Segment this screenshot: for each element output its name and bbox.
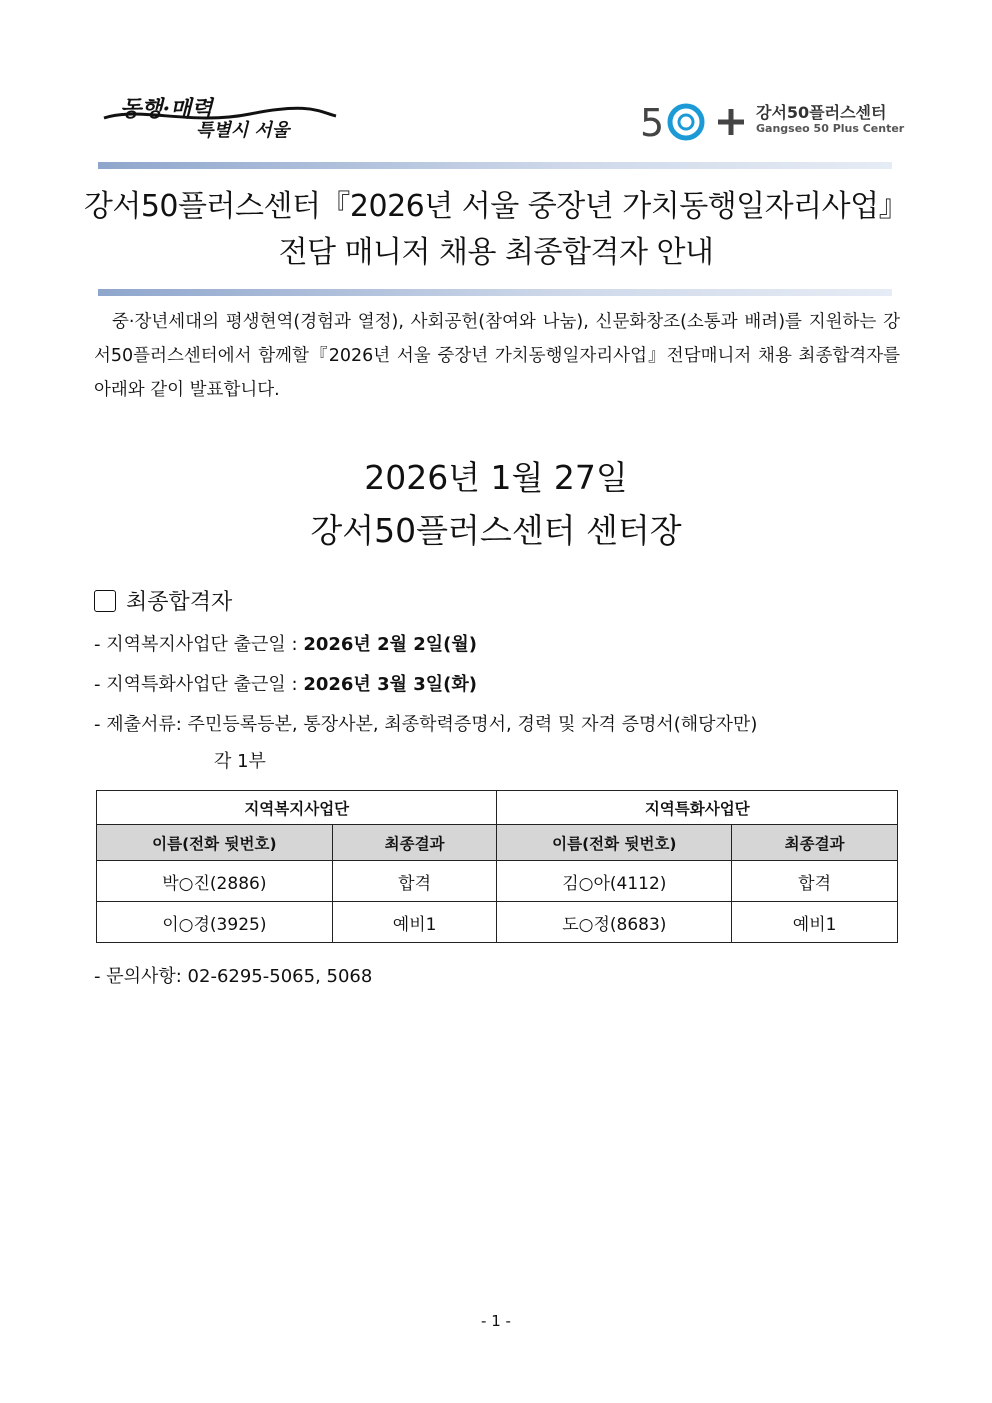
logo-korean-name: 강서50플러스센터 [756, 103, 887, 122]
table-header-row [97, 825, 898, 861]
title-top-rule [98, 162, 892, 169]
special-start-label: - 지역특화사업단 출근일 : [94, 674, 304, 695]
table-cell: 김○아(4112) [497, 861, 732, 902]
checkbox-icon [94, 590, 116, 612]
welfare-start-date-line [94, 630, 477, 656]
seoul-slogan-logo [100, 92, 340, 142]
page-title-line2: 전담 매니저 채용 최종합격자 안내 [278, 235, 714, 270]
result-table [96, 790, 898, 943]
title-bottom-rule [98, 289, 892, 296]
svg-text:동행·매력: 동행·매력 [120, 96, 213, 122]
announcement-date: 2026년 1월 27일 [364, 458, 628, 497]
svg-text:특별시 서울: 특별시 서울 [196, 120, 290, 141]
special-start-date-line [94, 670, 477, 696]
table-cell: 박○진(2886) [97, 861, 333, 902]
col-header-name: 이름(전화 뒷번호) [97, 825, 333, 861]
group-welfare: 지역복지사업단 [97, 791, 497, 825]
logo-english-name: Gangseo 50 Plus Center [756, 122, 905, 135]
table-cell: 합격 [332, 861, 497, 902]
special-start-value: 2026년 3월 3일(화) [303, 674, 478, 695]
table-cell: 이○경(3925) [97, 902, 333, 943]
svg-text:5: 5 [640, 101, 665, 144]
table-row [97, 902, 898, 943]
announcement-signer: 강서50플러스센터 센터장 [310, 511, 682, 550]
welfare-start-label: - 지역복지사업단 출근일 : [94, 634, 304, 655]
table-cell: 합격 [732, 861, 898, 902]
welfare-start-value: 2026년 2월 2일(월) [303, 634, 478, 655]
page-number: - 1 - [481, 1312, 511, 1330]
documents-line-cont: 각 1부 [214, 751, 266, 772]
table-row [97, 861, 898, 902]
documents-line: - 제출서류: 주민등록등본, 통장사본, 최종학력증명서, 경력 및 자격 증명서(해당자만) [94, 714, 758, 735]
table-cell: 도○정(8683) [497, 902, 732, 943]
gangseo-50plus-logo [640, 96, 905, 144]
seoul-slogan-logo-graphic [100, 92, 340, 142]
col-header-result: 최종결과 [732, 825, 898, 861]
table-cell: 예비1 [732, 902, 898, 943]
page-title-line1: 강서50플러스센터『2026년 서울 중장년 가치동행일자리사업』 [83, 189, 909, 224]
table-cell: 예비1 [332, 902, 497, 943]
col-header-result: 최종결과 [332, 825, 497, 861]
intro-text: 중·장년세대의 평생현역(경험과 열정), 사회공헌(참여와 나눔), 신문화창조(소통과 배려)를 지원하는 강서50플러스센터에서 함께할『2026년 서울 중장년 가치동행일자리사업』전담매니저 채용 최종합격자를 아래와 같이 발표합니다. [94, 312, 900, 400]
group-special: 지역특화사업단 [497, 791, 898, 825]
section-heading [94, 585, 232, 616]
section-heading-text: 최종합격자 [126, 590, 233, 615]
contact-line: - 문의사항: 02-6295-5065, 5068 [94, 966, 373, 987]
intro-paragraph [94, 305, 900, 407]
table-group-row [97, 791, 898, 825]
50plus-mark-icon [640, 96, 752, 144]
col-header-name: 이름(전화 뒷번호) [497, 825, 732, 861]
